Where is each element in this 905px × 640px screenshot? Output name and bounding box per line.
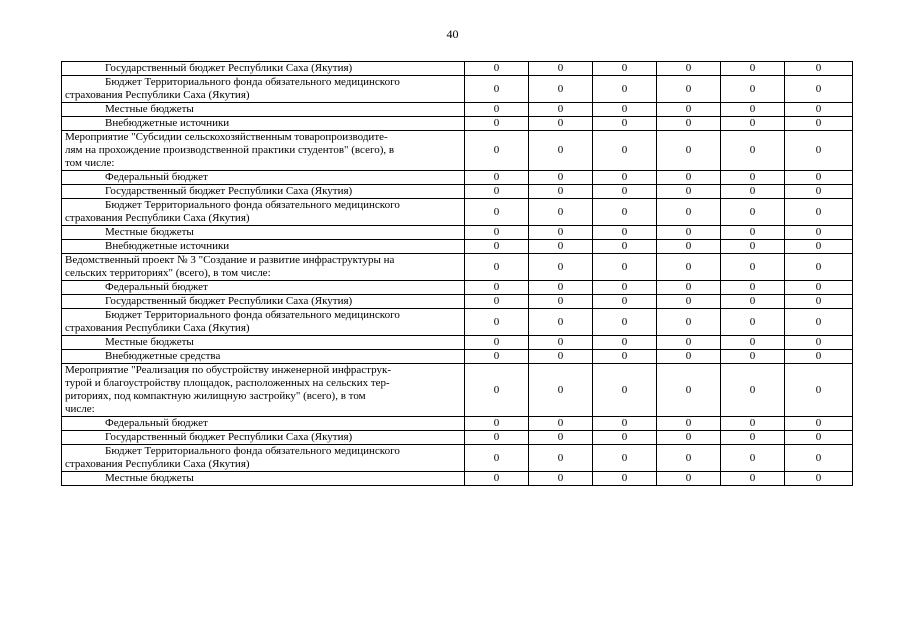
- value-cell: 0: [465, 281, 529, 295]
- budget-table: [61, 61, 853, 486]
- value-cell: 0: [593, 171, 657, 185]
- row-label: Государственный бюджет Республики Саха (Якутия): [62, 62, 465, 76]
- value-cell: 0: [657, 281, 721, 295]
- table-row: [62, 417, 853, 431]
- value-cell: 0: [721, 199, 785, 226]
- value-cell: 0: [721, 117, 785, 131]
- value-cell: 0: [657, 336, 721, 350]
- value-cell: 0: [529, 171, 593, 185]
- value-cell: 0: [529, 103, 593, 117]
- table-row: [62, 295, 853, 309]
- table-row: [62, 171, 853, 185]
- value-cell: 0: [657, 254, 721, 281]
- value-cell: 0: [465, 445, 529, 472]
- table-row: [62, 254, 853, 281]
- value-cell: 0: [721, 364, 785, 417]
- row-label: Федеральный бюджет: [62, 281, 465, 295]
- table-row: [62, 199, 853, 226]
- value-cell: 0: [785, 76, 853, 103]
- value-cell: 0: [721, 62, 785, 76]
- value-cell: 0: [785, 226, 853, 240]
- table-row: [62, 240, 853, 254]
- value-cell: 0: [593, 445, 657, 472]
- value-cell: 0: [721, 445, 785, 472]
- value-cell: 0: [657, 417, 721, 431]
- value-cell: 0: [529, 295, 593, 309]
- value-cell: 0: [657, 131, 721, 171]
- row-label: Государственный бюджет Республики Саха (Якутия): [62, 185, 465, 199]
- table-row: [62, 185, 853, 199]
- value-cell: 0: [529, 350, 593, 364]
- row-label: Бюджет Территориального фонда обязательного медицинского страхования Республики Саха (Якутия): [62, 76, 465, 103]
- value-cell: 0: [593, 254, 657, 281]
- value-cell: 0: [721, 281, 785, 295]
- row-label: Федеральный бюджет: [62, 417, 465, 431]
- value-cell: 0: [721, 226, 785, 240]
- value-cell: 0: [465, 185, 529, 199]
- value-cell: 0: [785, 171, 853, 185]
- value-cell: 0: [465, 417, 529, 431]
- value-cell: 0: [529, 62, 593, 76]
- value-cell: 0: [721, 472, 785, 486]
- row-label: Бюджет Территориального фонда обязательного медицинского страхования Республики Саха (Якутия): [62, 445, 465, 472]
- value-cell: 0: [593, 103, 657, 117]
- value-cell: 0: [593, 336, 657, 350]
- value-cell: 0: [593, 185, 657, 199]
- row-label: Внебюджетные источники: [62, 117, 465, 131]
- value-cell: 0: [529, 336, 593, 350]
- value-cell: 0: [657, 364, 721, 417]
- value-cell: 0: [529, 281, 593, 295]
- value-cell: 0: [529, 445, 593, 472]
- value-cell: 0: [465, 62, 529, 76]
- value-cell: 0: [529, 76, 593, 103]
- value-cell: 0: [529, 472, 593, 486]
- row-label: Местные бюджеты: [62, 336, 465, 350]
- value-cell: 0: [593, 431, 657, 445]
- row-label: Мероприятие "Субсидии сельскохозяйственным товаропроизводите- лям на прохождение производственной практики студентов" (всего), в том числе:: [62, 131, 465, 171]
- value-cell: 0: [785, 117, 853, 131]
- row-label: Мероприятие "Реализация по обустройству инженерной инфраструк- турой и благоустройству площадок, расположенных на сельских тер- риториях, под компактную жилищную застройку" (всего), в том числе:: [62, 364, 465, 417]
- value-cell: 0: [593, 240, 657, 254]
- value-cell: 0: [785, 62, 853, 76]
- value-cell: 0: [785, 103, 853, 117]
- row-label: Местные бюджеты: [62, 472, 465, 486]
- table-row: [62, 226, 853, 240]
- row-label: Внебюджетные средства: [62, 350, 465, 364]
- value-cell: 0: [785, 254, 853, 281]
- value-cell: 0: [465, 309, 529, 336]
- value-cell: 0: [785, 472, 853, 486]
- value-cell: 0: [465, 226, 529, 240]
- table-row: [62, 62, 853, 76]
- row-label: Бюджет Территориального фонда обязательного медицинского страхования Республики Саха (Якутия): [62, 199, 465, 226]
- value-cell: 0: [785, 417, 853, 431]
- value-cell: 0: [529, 309, 593, 336]
- value-cell: 0: [529, 240, 593, 254]
- value-cell: 0: [657, 226, 721, 240]
- value-cell: 0: [721, 254, 785, 281]
- row-label: Государственный бюджет Республики Саха (Якутия): [62, 295, 465, 309]
- budget-table-body: [62, 62, 853, 486]
- value-cell: 0: [657, 445, 721, 472]
- value-cell: 0: [465, 103, 529, 117]
- value-cell: 0: [721, 417, 785, 431]
- row-label: Внебюджетные источники: [62, 240, 465, 254]
- value-cell: 0: [465, 431, 529, 445]
- value-cell: 0: [721, 431, 785, 445]
- value-cell: 0: [721, 185, 785, 199]
- row-label: Государственный бюджет Республики Саха (Якутия): [62, 431, 465, 445]
- row-label: Бюджет Территориального фонда обязательного медицинского страхования Республики Саха (Якутия): [62, 309, 465, 336]
- value-cell: 0: [657, 76, 721, 103]
- value-cell: 0: [785, 185, 853, 199]
- value-cell: 0: [721, 240, 785, 254]
- value-cell: 0: [593, 472, 657, 486]
- value-cell: 0: [785, 336, 853, 350]
- value-cell: 0: [529, 417, 593, 431]
- value-cell: 0: [593, 199, 657, 226]
- value-cell: 0: [657, 431, 721, 445]
- value-cell: 0: [721, 131, 785, 171]
- value-cell: 0: [721, 103, 785, 117]
- value-cell: 0: [657, 103, 721, 117]
- value-cell: 0: [465, 350, 529, 364]
- row-label: Местные бюджеты: [62, 103, 465, 117]
- value-cell: 0: [593, 364, 657, 417]
- table-row: [62, 131, 853, 171]
- value-cell: 0: [529, 254, 593, 281]
- value-cell: 0: [529, 117, 593, 131]
- row-label: Ведомственный проект № 3 "Создание и развитие инфраструктуры на сельских территориях" (всего), в том числе:: [62, 254, 465, 281]
- value-cell: 0: [529, 431, 593, 445]
- value-cell: 0: [593, 62, 657, 76]
- value-cell: 0: [593, 76, 657, 103]
- value-cell: 0: [657, 185, 721, 199]
- value-cell: 0: [593, 281, 657, 295]
- value-cell: 0: [465, 336, 529, 350]
- value-cell: 0: [465, 472, 529, 486]
- value-cell: 0: [465, 117, 529, 131]
- value-cell: 0: [465, 254, 529, 281]
- value-cell: 0: [465, 131, 529, 171]
- value-cell: 0: [593, 295, 657, 309]
- value-cell: 0: [657, 117, 721, 131]
- value-cell: 0: [529, 185, 593, 199]
- table-row: [62, 117, 853, 131]
- value-cell: 0: [465, 364, 529, 417]
- value-cell: 0: [529, 199, 593, 226]
- value-cell: 0: [657, 240, 721, 254]
- value-cell: 0: [721, 171, 785, 185]
- value-cell: 0: [721, 76, 785, 103]
- table-row: [62, 76, 853, 103]
- row-label: Федеральный бюджет: [62, 171, 465, 185]
- value-cell: 0: [529, 364, 593, 417]
- value-cell: 0: [657, 171, 721, 185]
- value-cell: 0: [785, 240, 853, 254]
- value-cell: 0: [465, 76, 529, 103]
- value-cell: 0: [593, 350, 657, 364]
- table-row: [62, 364, 853, 417]
- value-cell: 0: [529, 131, 593, 171]
- value-cell: 0: [657, 199, 721, 226]
- value-cell: 0: [785, 350, 853, 364]
- value-cell: 0: [529, 226, 593, 240]
- value-cell: 0: [593, 131, 657, 171]
- page-number: 40: [446, 27, 459, 41]
- table-row: [62, 472, 853, 486]
- value-cell: 0: [721, 350, 785, 364]
- value-cell: 0: [593, 309, 657, 336]
- value-cell: 0: [785, 364, 853, 417]
- table-row: [62, 445, 853, 472]
- value-cell: 0: [657, 350, 721, 364]
- value-cell: 0: [721, 336, 785, 350]
- value-cell: 0: [593, 226, 657, 240]
- table-row: [62, 281, 853, 295]
- value-cell: 0: [785, 131, 853, 171]
- table-row: [62, 309, 853, 336]
- value-cell: 0: [721, 309, 785, 336]
- value-cell: 0: [785, 281, 853, 295]
- value-cell: 0: [721, 295, 785, 309]
- value-cell: 0: [465, 199, 529, 226]
- value-cell: 0: [593, 417, 657, 431]
- value-cell: 0: [465, 295, 529, 309]
- table-row: [62, 350, 853, 364]
- value-cell: 0: [785, 445, 853, 472]
- table-row: [62, 431, 853, 445]
- value-cell: 0: [465, 240, 529, 254]
- value-cell: 0: [657, 295, 721, 309]
- row-label: Местные бюджеты: [62, 226, 465, 240]
- value-cell: 0: [785, 295, 853, 309]
- value-cell: 0: [593, 117, 657, 131]
- value-cell: 0: [657, 309, 721, 336]
- value-cell: 0: [657, 62, 721, 76]
- table-row: [62, 103, 853, 117]
- value-cell: 0: [657, 472, 721, 486]
- value-cell: 0: [785, 309, 853, 336]
- value-cell: 0: [785, 199, 853, 226]
- value-cell: 0: [785, 431, 853, 445]
- value-cell: 0: [465, 171, 529, 185]
- table-row: [62, 336, 853, 350]
